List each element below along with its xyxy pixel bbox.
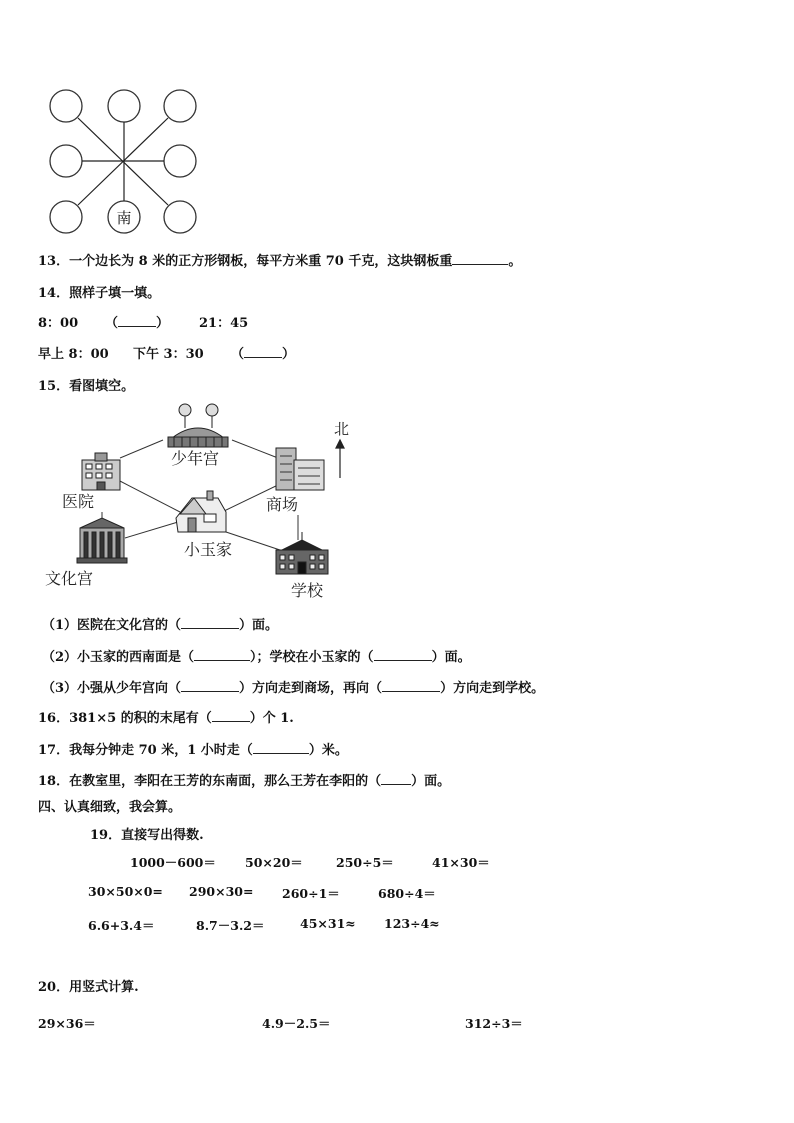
q15-title: 15．看图填空。 (38, 379, 135, 394)
q15-sub1: （1）医院在文化宫的（ ）面。 (42, 618, 279, 633)
q19-row1-item1: 1000－600＝ (130, 855, 216, 870)
q17: 17．我每分钟走 70 米，1 小时走（ ）米。 (38, 743, 348, 758)
q19-row3-item3: 45×31≈ (300, 916, 356, 931)
wenhuagong-icon (77, 518, 127, 563)
q14-row1 (38, 312, 338, 332)
label-xuexiao: 学校 (291, 581, 324, 600)
q13-end: 。 (508, 254, 522, 269)
q14-row1-left: 8：00 (38, 316, 79, 331)
yiyuan-icon (82, 453, 120, 490)
q19-row3-item2: 8.7－3.2＝ (196, 918, 265, 933)
shangchang-icon (276, 448, 324, 490)
q15-map (40, 400, 370, 605)
q18-blank[interactable] (381, 772, 411, 785)
q19-row2-item4: 680÷4＝ (378, 886, 436, 901)
label-shangchang: 商场 (266, 495, 299, 514)
q14-title: 14．照样子填一填。 (38, 286, 161, 301)
q16-blank[interactable] (212, 709, 250, 722)
q14-row2-blank[interactable]: （ ） (231, 347, 296, 362)
label-xiaoyujia: 小玉家 (184, 540, 233, 559)
circle-sw (50, 201, 82, 233)
compass-diagram (40, 86, 210, 236)
q14-row2-left: 早上 8：00 (38, 347, 109, 362)
q19-row2-item1: 30×50×0= (88, 884, 163, 899)
q19-row1-item3: 250÷5＝ (336, 855, 394, 870)
q19-row3-item4: 123÷4≈ (384, 916, 440, 931)
q20-item3: 312÷3＝ (465, 1016, 523, 1031)
q14-row1-blank[interactable]: （ ） (105, 316, 170, 331)
shaoniangong-icon (168, 404, 228, 447)
q15-sub3-blank-2[interactable] (382, 679, 440, 692)
q13 (38, 250, 521, 269)
q18: 18．在教室里，李阳在王芳的东南面，那么王芳在李阳的（ ）面。 (38, 774, 451, 789)
line-yiyuan-xiaoyujia (118, 480, 180, 512)
label-shaoniangong: 少年宫 (171, 449, 220, 468)
q19-row2-item2: 290×30= (189, 884, 254, 899)
q14-row2 (38, 343, 338, 363)
q19-row1-item2: 50×20＝ (245, 855, 303, 870)
section4-title: 四、认真细致，我会算。 (38, 800, 182, 815)
q19-row3-item1: 6.6+3.4＝ (88, 918, 155, 933)
q20-item2: 4.9－2.5＝ (262, 1016, 331, 1031)
circle-ne (164, 90, 196, 122)
label-wenhuagong: 文化宫 (45, 569, 94, 588)
q15-sub2: （2）小玉家的西南面是（ ）；学校在小玉家的（ ）面。 (42, 650, 471, 665)
q13-answer-blank[interactable] (452, 252, 508, 265)
circle-e (164, 145, 196, 177)
q16: 16．381×5 的积的末尾有（ ）个 1. (38, 711, 294, 726)
xuexiao-icon (276, 532, 328, 574)
q19-row2-item3: 260÷1＝ (282, 886, 340, 901)
q15-sub2-blank-1[interactable] (194, 648, 250, 661)
xiaoyujia-icon (176, 491, 226, 532)
q14-row1-right: 21：45 (199, 316, 249, 331)
north-label: 北 (334, 420, 350, 438)
circle-w (50, 145, 82, 177)
q19-title: 19．直接写出得数. (90, 828, 204, 843)
line-xiaoyujia-wenhuagong (125, 522, 178, 538)
south-label: 南 (116, 209, 132, 227)
q14-row2-middle: 下午 3：30 (133, 347, 204, 362)
circle-se (164, 201, 196, 233)
q15-sub3-blank-1[interactable] (181, 679, 239, 692)
line-shaoniangong-shangchang (232, 440, 278, 458)
q15-sub3: （3）小强从少年宫向（ ）方向走到商场，再向（ ）方向走到学校。 (42, 681, 545, 696)
q15-sub1-blank[interactable] (181, 616, 239, 629)
q17-blank[interactable] (253, 741, 309, 754)
q20-title: 20．用竖式计算. (38, 980, 139, 995)
q19-row1-item4: 41×30＝ (432, 855, 490, 870)
q15-sub2-blank-2[interactable] (374, 648, 432, 661)
line-yiyuan-shaoniangong (120, 440, 163, 458)
circle-n (108, 90, 140, 122)
label-yiyuan: 医院 (62, 492, 95, 511)
circle-nw (50, 90, 82, 122)
q20-item1: 29×36＝ (38, 1016, 96, 1031)
q13-text: 13．一个边长为 8 米的正方形钢板，每平方米重 70 千克，这块钢板重 (38, 254, 453, 269)
north-arrow-icon (336, 440, 344, 478)
